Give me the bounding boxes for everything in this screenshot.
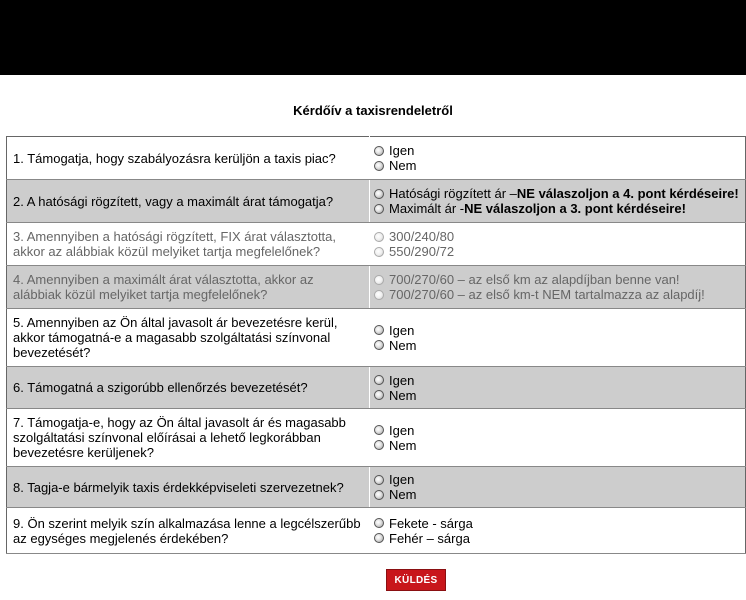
question-text: 2. A hatósági rögzített, vagy a maximált árat támogatja? [7,180,370,223]
question-row-7 [7,409,746,467]
answer-options [370,223,746,266]
radio-icon[interactable] [374,475,384,485]
answer-options [370,367,746,409]
radio-option[interactable]: Nem [374,388,741,403]
radio-option[interactable]: Igen [374,373,741,388]
radio-option[interactable]: Igen [374,472,741,487]
page-title: Kérdőív a taxisrendeletről [293,103,453,118]
radio-option[interactable]: Nem [374,158,741,173]
radio-option[interactable]: Fehér – sárga [374,531,741,546]
top-header-bar [0,0,746,75]
radio-icon[interactable] [374,375,384,385]
answer-options [370,137,746,180]
survey-table [6,136,746,554]
radio-option[interactable]: Nem [374,438,741,453]
radio-option[interactable]: Nem [374,338,741,353]
radio-option[interactable]: Fekete - sárga [374,516,741,531]
radio-option[interactable]: 700/270/60 – az első km-t NEM tartalmazza az alapdíj! [374,287,741,302]
radio-icon[interactable] [374,204,384,214]
question-row-9 [7,508,746,554]
submit-button[interactable]: KÜLDÉS [386,569,446,591]
radio-icon[interactable] [374,518,384,528]
radio-icon[interactable] [374,247,384,257]
question-text: 5. Amennyiben az Ön által javasolt ár bevezetésre kerül, akkor támogatná-e a magasabb szolgáltatási színvonal bevezetését? [7,309,370,367]
radio-option[interactable]: Hatósági rögzített ár – NE válaszoljon a 4. pont kérdéseire! [374,186,741,201]
question-row-1 [7,137,746,180]
radio-icon[interactable] [374,425,384,435]
radio-icon[interactable] [374,533,384,543]
radio-option[interactable]: 300/240/80 [374,229,741,244]
question-text: 7. Támogatja-e, hogy az Ön által javasolt ár és magasabb szolgáltatási színvonal előírásai a lehető legkorábban bevezetésre kerüljenek? [7,409,370,467]
question-row-2 [7,180,746,223]
question-row-5 [7,309,746,367]
answer-options [370,180,746,223]
radio-icon[interactable] [374,390,384,400]
radio-icon[interactable] [374,189,384,199]
question-row-3 [7,223,746,266]
question-text: 1. Támogatja, hogy szabályozásra kerüljön a taxis piac? [7,137,370,180]
question-text: 8. Tagja-e bármelyik taxis érdekképviseleti szervezetnek? [7,467,370,508]
radio-icon[interactable] [374,290,384,300]
radio-option[interactable]: 700/270/60 – az első km az alapdíjban benne van! [374,272,741,287]
radio-option[interactable]: Igen [374,423,741,438]
question-text: 4. Amennyiben a maximált árat választotta, akkor az alábbiak közül melyiket tartja megfelelőnek? [7,266,370,309]
question-row-4 [7,266,746,309]
radio-option[interactable]: Nem [374,487,741,502]
answer-options [370,467,746,508]
radio-option[interactable]: Igen [374,323,741,338]
answer-options [370,309,746,367]
radio-option[interactable]: Maximált ár - NE válaszoljon a 3. pont kérdéseire! [374,201,741,216]
radio-icon[interactable] [374,161,384,171]
answer-options [370,266,746,309]
question-row-8 [7,467,746,508]
radio-icon[interactable] [374,146,384,156]
question-row-6 [7,367,746,409]
answer-options [370,508,746,554]
question-text: 6. Támogatná a szigorúbb ellenőrzés bevezetését? [7,367,370,409]
radio-icon[interactable] [374,490,384,500]
radio-icon[interactable] [374,275,384,285]
radio-option[interactable]: Igen [374,143,741,158]
radio-icon[interactable] [374,232,384,242]
radio-icon[interactable] [374,340,384,350]
radio-icon[interactable] [374,440,384,450]
radio-option[interactable]: 550/290/72 [374,244,741,259]
question-text: 9. Ön szerint melyik szín alkalmazása lenne a legcélszerűbb az egységes megjelenés érdekében? [7,508,370,554]
radio-icon[interactable] [374,325,384,335]
answer-options [370,409,746,467]
question-text: 3. Amennyiben a hatósági rögzített, FIX árat választotta, akkor az alábbiak közül melyiket tartja megfelelőnek? [7,223,370,266]
